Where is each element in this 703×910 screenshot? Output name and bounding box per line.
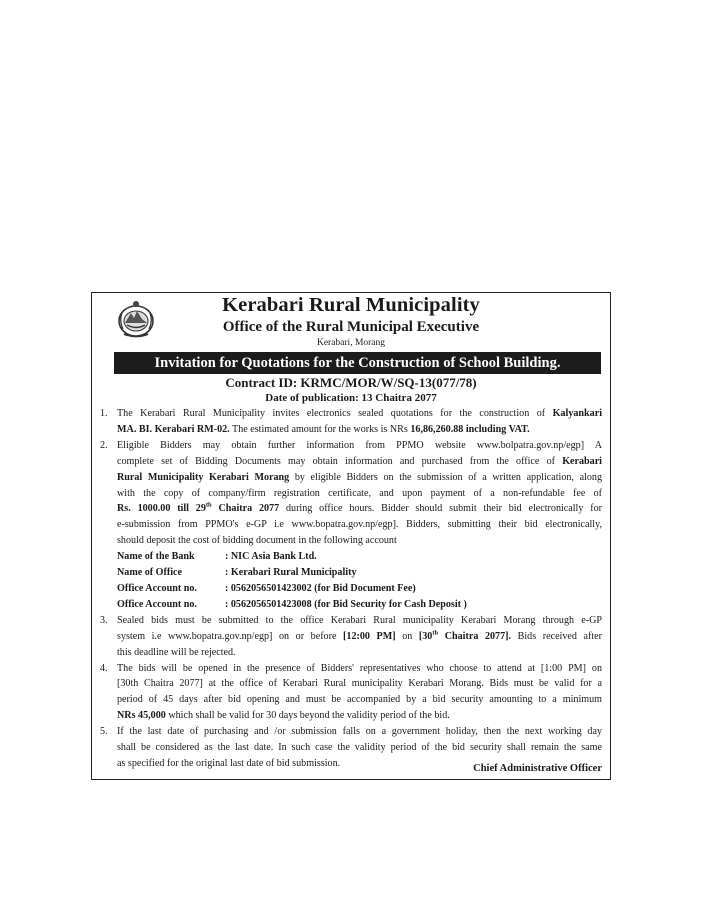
municipality-name: Kerabari Rural Municipality [222, 294, 480, 316]
text-line [117, 422, 602, 438]
text-run: Rs. 1000.00 till 29 [117, 503, 206, 515]
notice-items [100, 406, 602, 772]
account-label: Office Account no. [117, 582, 197, 594]
text-line [117, 470, 602, 486]
superscript: th [205, 502, 212, 510]
superscript: th [432, 629, 439, 637]
text-line [117, 629, 602, 645]
account-row [117, 581, 602, 597]
account-value: : 0562056501423008 (for Bid Security for Cash Deposit ) [225, 598, 467, 610]
text-line [117, 708, 602, 724]
tender-notice [91, 292, 611, 780]
publication-date: Date of publication: 13 Chaitra 2077 [265, 392, 437, 404]
account-value: : 0562056501423002 (for Bid Document Fee) [225, 582, 416, 594]
text-run: The estimated amount for the works is NRs [229, 423, 411, 435]
text-line: Sealed bids must be submitted to the office Kerabari Rural municipality Kerabari Morang through e-GP [117, 614, 602, 626]
text-run: Kerabari [562, 455, 602, 467]
item-number: 2. [100, 439, 108, 451]
text-run: Rural Municipality Kerabari Morang [117, 471, 290, 483]
text-run: Kalyankari [552, 408, 602, 419]
account-row [117, 565, 602, 581]
list-item [100, 661, 602, 725]
text-line: [30th Chaitra 2077] at the office of Kerabari Rural municipality Kerabari Morang. Bids must be valid for a [117, 678, 602, 690]
text-run: [12:00 PM] [343, 630, 396, 642]
text-line: as specified for the original last date of bid submission. [117, 757, 341, 769]
text-line [117, 454, 602, 470]
text-run: Chaitra 2077]. [438, 630, 512, 642]
list-item [100, 406, 602, 438]
text-run: during office hours. Bidder should submit their bid electronically for [279, 503, 603, 515]
account-label: Name of the Bank [117, 551, 195, 563]
notice-title-banner: Invitation for Quotations for the Construction of School Building. [114, 352, 601, 374]
item-number: 5. [100, 726, 108, 738]
text-run: on [395, 630, 419, 642]
list-item [100, 438, 602, 613]
account-row [117, 597, 602, 613]
item-number: 3. [100, 614, 108, 626]
text-run: [30 [418, 630, 433, 642]
text-run: The Kerabari Rural Municipality invites electronics sealed quotations for the construction of [117, 408, 546, 419]
text-line: should deposit the cost of bidding document in the following account [117, 535, 397, 547]
text-line [117, 406, 602, 422]
text-line [117, 501, 602, 517]
text-line: shall be considered as the last date. In such case the validity period of the bid security shall remain the same [117, 742, 602, 754]
text-run: by eligible Bidders on the submission of a written application, along [289, 471, 602, 483]
text-run: which shall be valid for 30 days beyond the validity period of the bid. [165, 710, 450, 722]
text-run: 16,86,260.88 including VAT. [410, 423, 530, 435]
item-number: 4. [100, 662, 108, 674]
account-row [117, 549, 602, 565]
text-line: If the last date of purchasing and /or submission falls on a government holiday, then the next working day [117, 726, 602, 738]
text-line: Eligible Bidders may obtain further information from PPMO website www.bolpatra.gov.np/egp] A [117, 439, 602, 451]
text-line: with the copy of company/firm registration certificate, and upon payment of a non-refundable fee of [117, 487, 602, 499]
text-run: system i.e www.bopatra.gov.np/egp] on or before [117, 630, 344, 642]
text-line: period of 45 days after bid opening and must be accompanied by a bid security amounting to a minimum [117, 694, 602, 706]
text-run: Chaitra 2077 [211, 503, 280, 515]
account-label: Office Account no. [117, 598, 197, 610]
text-run: NRs 45,000 [117, 710, 166, 722]
account-label: Name of Office [117, 567, 183, 579]
text-line: e-submission from PPMO's e-GP i.e www.bopatra.gov.np/egp]. Bidders, submitting their bid electronically, [117, 519, 602, 531]
office-location: Kerabari, Morang [316, 338, 386, 348]
signatory-title: Chief Administrative Officer [473, 763, 602, 774]
account-value: : Kerabari Rural Municipality [225, 567, 357, 579]
text-run: Bids received after [511, 630, 603, 642]
text-line: this deadline will be rejected. [117, 646, 236, 658]
contract-id: Contract ID: KRMC/MOR/W/SQ-13(077/78) [225, 375, 477, 390]
account-value: : NIC Asia Bank Ltd. [225, 551, 317, 563]
item-number: 1. [100, 408, 108, 419]
text-line: The bids will be opened in the presence of Bidders' representatives who choose to attend at [1:00 PM] on [117, 662, 602, 674]
office-name: Office of the Rural Municipal Executive [222, 319, 480, 335]
list-item [100, 613, 602, 661]
text-run: complete set of Bidding Documents may obtain information and purchased from the office of [117, 455, 555, 467]
text-run: MA. BI. Kerabari RM-02. [117, 423, 230, 435]
